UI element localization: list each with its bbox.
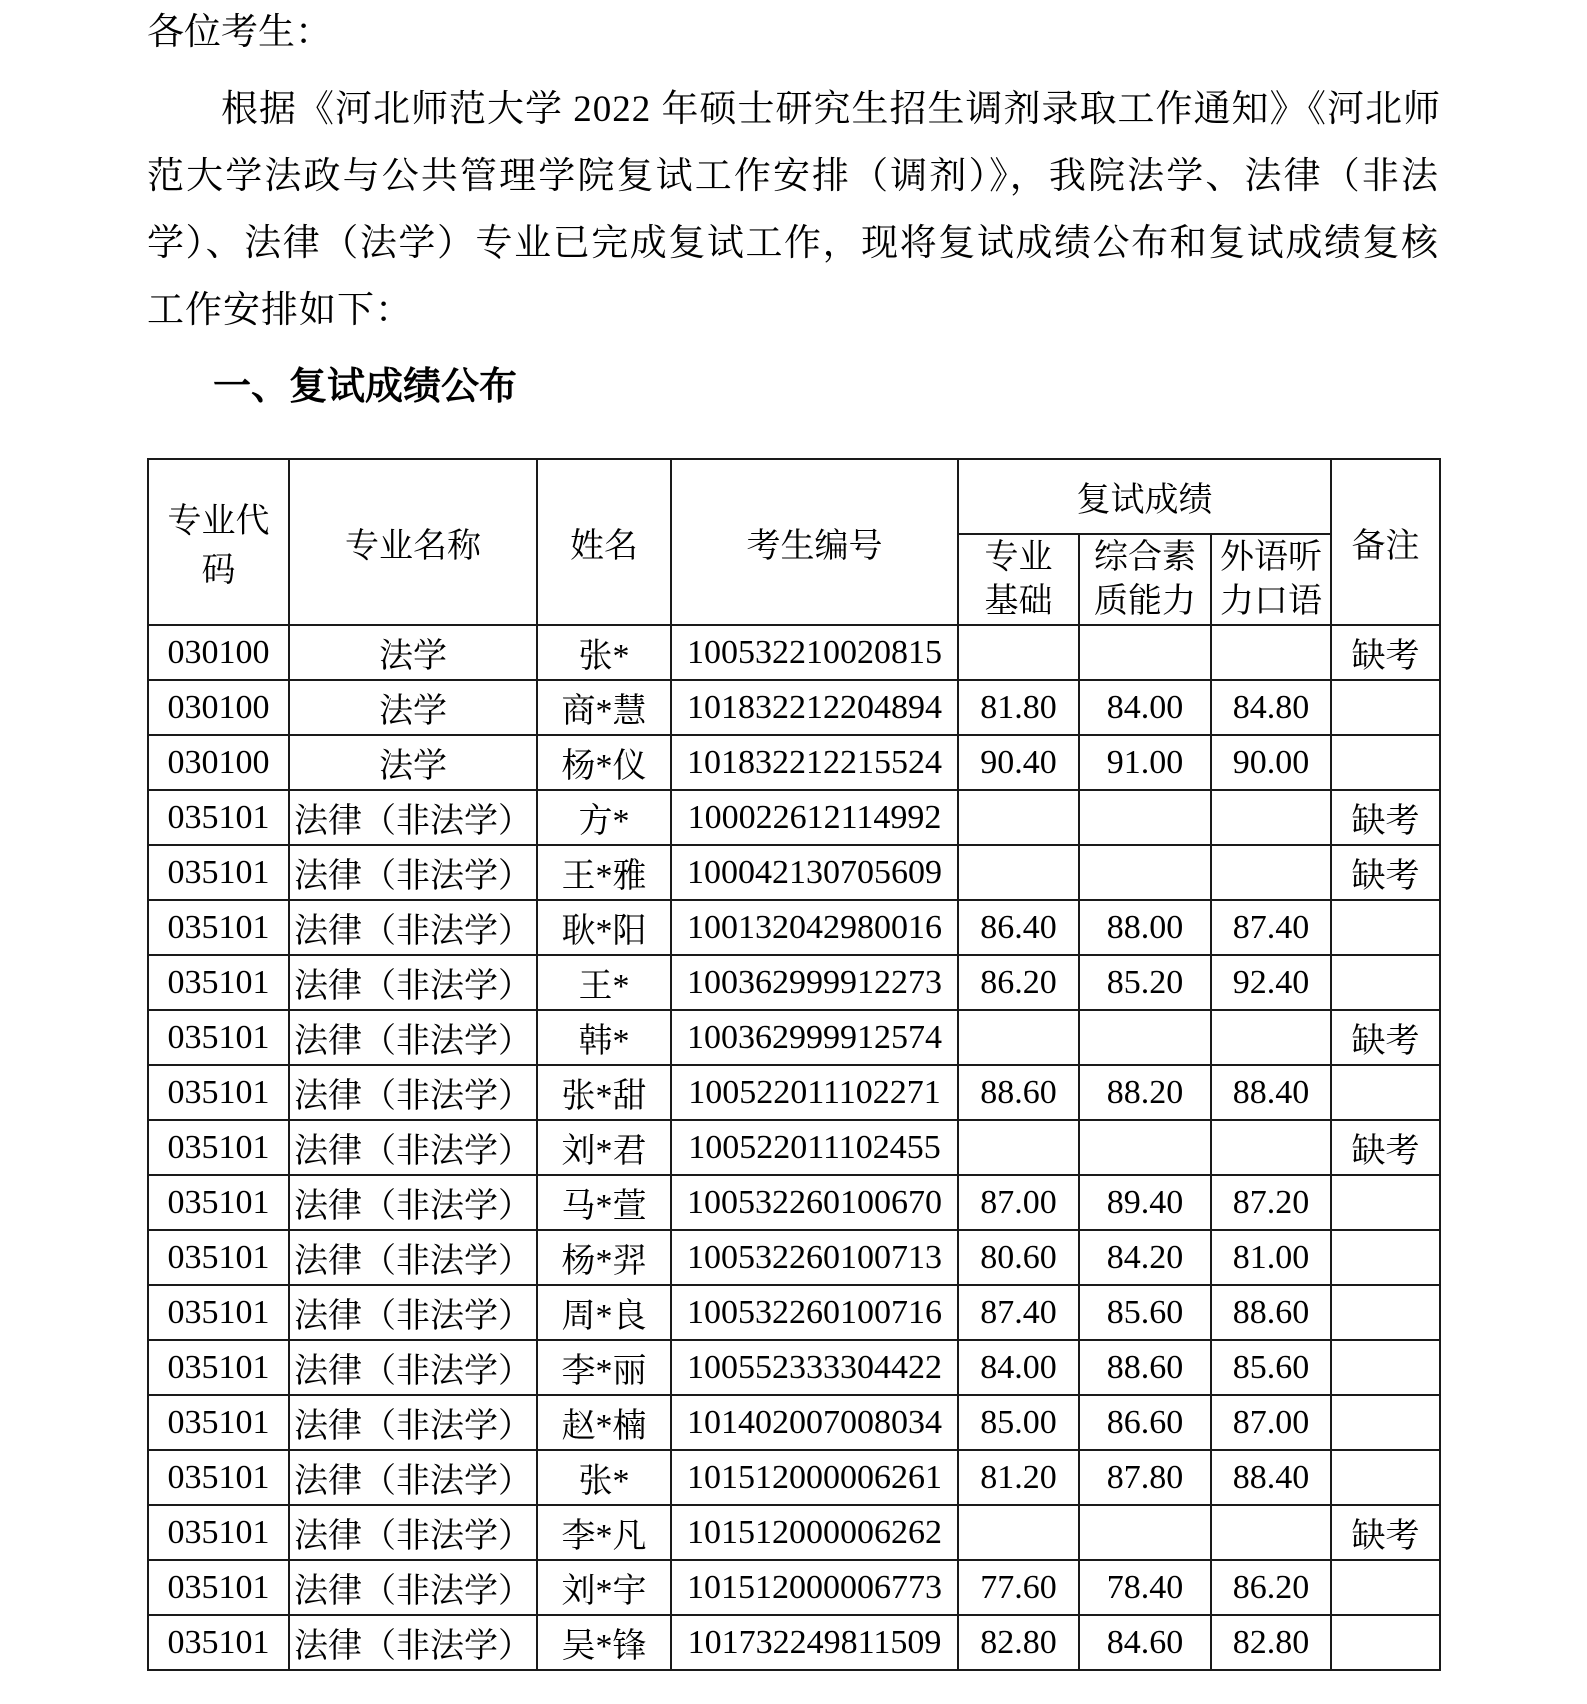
cell-name: 李*凡 xyxy=(537,1505,671,1560)
table-row xyxy=(148,1120,1440,1175)
cell-score-professional: 84.00 xyxy=(958,1340,1079,1395)
cell-remark: 缺考 xyxy=(1331,1120,1440,1175)
cell-major-name: 法律（非法学） xyxy=(289,1230,537,1285)
cell-major-code: 035101 xyxy=(148,1615,289,1670)
table-row xyxy=(148,1615,1440,1670)
cell-score-professional xyxy=(958,845,1079,900)
cell-remark xyxy=(1331,1285,1440,1340)
cell-score-professional: 80.60 xyxy=(958,1230,1079,1285)
cell-name: 方* xyxy=(537,790,671,845)
salutation: 各位考生： xyxy=(147,12,332,53)
cell-candidate-id: 100532260100716 xyxy=(671,1285,958,1340)
cell-major-code: 035101 xyxy=(148,1285,289,1340)
cell-remark: 缺考 xyxy=(1331,845,1440,900)
cell-remark xyxy=(1331,1340,1440,1395)
cell-remark xyxy=(1331,1395,1440,1450)
table-row xyxy=(148,1230,1440,1285)
cell-score-comprehensive xyxy=(1079,625,1211,680)
cell-name: 王*雅 xyxy=(537,845,671,900)
cell-major-name: 法律（非法学） xyxy=(289,1395,537,1450)
table-row xyxy=(148,1285,1440,1340)
col-header-score-foreign-language xyxy=(1211,534,1331,625)
cell-major-name: 法律（非法学） xyxy=(289,1505,537,1560)
cell-major-code: 035101 xyxy=(148,1450,289,1505)
cell-score-foreign-language: 88.40 xyxy=(1211,1450,1331,1505)
cell-major-code: 035101 xyxy=(148,1505,289,1560)
cell-score-comprehensive: 91.00 xyxy=(1079,735,1211,790)
cell-score-professional: 87.40 xyxy=(958,1285,1079,1340)
cell-remark: 缺考 xyxy=(1331,790,1440,845)
cell-candidate-id: 101832212204894 xyxy=(671,680,958,735)
results-table xyxy=(147,458,1441,1671)
cell-major-name: 法律（非法学） xyxy=(289,790,537,845)
cell-score-comprehensive: 86.60 xyxy=(1079,1395,1211,1450)
cell-major-name: 法学 xyxy=(289,625,537,680)
table-row xyxy=(148,790,1440,845)
cell-major-name: 法律（非法学） xyxy=(289,1010,537,1065)
cell-score-comprehensive: 84.00 xyxy=(1079,680,1211,735)
cell-score-foreign-language xyxy=(1211,845,1331,900)
cell-name: 刘*君 xyxy=(537,1120,671,1175)
cell-major-code: 035101 xyxy=(148,1120,289,1175)
cell-major-name: 法学 xyxy=(289,680,537,735)
cell-major-name: 法律（非法学） xyxy=(289,1615,537,1670)
cell-score-comprehensive xyxy=(1079,1505,1211,1560)
cell-name: 耿*阳 xyxy=(537,900,671,955)
cell-score-professional xyxy=(958,625,1079,680)
cell-major-code: 035101 xyxy=(148,1340,289,1395)
cell-candidate-id: 101512000006773 xyxy=(671,1560,958,1615)
cell-score-foreign-language xyxy=(1211,1120,1331,1175)
cell-remark: 缺考 xyxy=(1331,1010,1440,1065)
cell-remark xyxy=(1331,1450,1440,1505)
cell-major-code: 035101 xyxy=(148,1065,289,1120)
cell-major-code: 035101 xyxy=(148,900,289,955)
cell-candidate-id: 100522011102271 xyxy=(671,1065,958,1120)
cell-name: 吴*锋 xyxy=(537,1615,671,1670)
cell-remark xyxy=(1331,1065,1440,1120)
cell-score-professional xyxy=(958,1010,1079,1065)
cell-candidate-id: 100022612114992 xyxy=(671,790,958,845)
cell-remark xyxy=(1331,1560,1440,1615)
cell-remark xyxy=(1331,1230,1440,1285)
table-row xyxy=(148,1395,1440,1450)
col-header-score-professional xyxy=(958,534,1079,625)
cell-score-foreign-language: 87.00 xyxy=(1211,1395,1331,1450)
cell-score-comprehensive: 88.20 xyxy=(1079,1065,1211,1120)
cell-score-foreign-language: 81.00 xyxy=(1211,1230,1331,1285)
cell-candidate-id: 100522011102455 xyxy=(671,1120,958,1175)
cell-score-comprehensive: 84.60 xyxy=(1079,1615,1211,1670)
cell-candidate-id: 100362999912273 xyxy=(671,955,958,1010)
cell-score-comprehensive xyxy=(1079,845,1211,900)
cell-major-code: 035101 xyxy=(148,845,289,900)
col-header-score-comprehensive xyxy=(1079,534,1211,625)
cell-remark xyxy=(1331,900,1440,955)
col-header-major-code: 专业代码 xyxy=(148,459,289,625)
cell-candidate-id: 101512000006262 xyxy=(671,1505,958,1560)
cell-candidate-id: 100532210020815 xyxy=(671,625,958,680)
cell-score-professional: 87.00 xyxy=(958,1175,1079,1230)
cell-score-comprehensive: 85.20 xyxy=(1079,955,1211,1010)
cell-major-name: 法律（非法学） xyxy=(289,1560,537,1615)
cell-name: 杨*仪 xyxy=(537,735,671,790)
cell-major-code: 035101 xyxy=(148,790,289,845)
notice-paragraph xyxy=(147,76,1439,344)
cell-name: 张* xyxy=(537,1450,671,1505)
cell-score-professional xyxy=(958,1505,1079,1560)
cell-name: 赵*楠 xyxy=(537,1395,671,1450)
cell-candidate-id: 101512000006261 xyxy=(671,1450,958,1505)
cell-name: 商*慧 xyxy=(537,680,671,735)
cell-score-professional: 88.60 xyxy=(958,1065,1079,1120)
cell-remark: 缺考 xyxy=(1331,625,1440,680)
cell-score-foreign-language: 88.40 xyxy=(1211,1065,1331,1120)
section-heading: 一、复试成绩公布 xyxy=(213,366,518,408)
paragraph-line: 工作安排如下： xyxy=(147,290,413,331)
cell-score-foreign-language: 85.60 xyxy=(1211,1340,1331,1395)
cell-score-professional: 77.60 xyxy=(958,1560,1079,1615)
cell-score-foreign-language xyxy=(1211,790,1331,845)
table-row xyxy=(148,680,1440,735)
cell-name: 杨*羿 xyxy=(537,1230,671,1285)
cell-major-code: 035101 xyxy=(148,1010,289,1065)
cell-name: 刘*宇 xyxy=(537,1560,671,1615)
cell-major-name: 法律（非法学） xyxy=(289,900,537,955)
cell-candidate-id: 100042130705609 xyxy=(671,845,958,900)
cell-score-foreign-language: 88.60 xyxy=(1211,1285,1331,1340)
cell-candidate-id: 100552333304422 xyxy=(671,1340,958,1395)
cell-major-code: 030100 xyxy=(148,625,289,680)
cell-major-code: 030100 xyxy=(148,735,289,790)
cell-name: 韩* xyxy=(537,1010,671,1065)
col-header-score-foreign-language-label: 外语听力口语 xyxy=(1220,538,1322,620)
cell-major-name: 法律（非法学） xyxy=(289,1065,537,1120)
cell-score-comprehensive: 84.20 xyxy=(1079,1230,1211,1285)
col-header-score-professional-label: 专业基础 xyxy=(984,538,1053,620)
cell-major-code: 035101 xyxy=(148,1560,289,1615)
cell-name: 周*良 xyxy=(537,1285,671,1340)
cell-score-professional: 81.80 xyxy=(958,680,1079,735)
cell-score-professional: 90.40 xyxy=(958,735,1079,790)
cell-major-name: 法律（非法学） xyxy=(289,1340,537,1395)
paragraph-line: 根据《河北师范大学 2022 年硕士研究生招生调剂录取工作通知》《河北师 xyxy=(221,89,1441,130)
cell-score-comprehensive xyxy=(1079,790,1211,845)
cell-remark xyxy=(1331,1615,1440,1670)
cell-score-professional: 82.80 xyxy=(958,1615,1079,1670)
cell-score-comprehensive: 87.80 xyxy=(1079,1450,1211,1505)
paragraph-line: 学）、法律（法学）专业已完成复试工作，现将复试成绩公布和复试成绩复核 xyxy=(147,223,1439,264)
cell-remark: 缺考 xyxy=(1331,1505,1440,1560)
cell-candidate-id: 100532260100713 xyxy=(671,1230,958,1285)
cell-name: 李*丽 xyxy=(537,1340,671,1395)
cell-score-comprehensive: 88.60 xyxy=(1079,1340,1211,1395)
col-header-major-name: 专业名称 xyxy=(289,459,537,625)
col-header-score-comprehensive-label: 综合素质能力 xyxy=(1093,538,1196,620)
cell-candidate-id: 101402007008034 xyxy=(671,1395,958,1450)
cell-name: 王* xyxy=(537,955,671,1010)
col-header-score-group: 复试成绩 xyxy=(958,459,1331,534)
cell-score-comprehensive: 78.40 xyxy=(1079,1560,1211,1615)
cell-score-foreign-language xyxy=(1211,625,1331,680)
cell-major-name: 法律（非法学） xyxy=(289,1175,537,1230)
table-row xyxy=(148,900,1440,955)
cell-name: 张* xyxy=(537,625,671,680)
cell-score-professional: 86.20 xyxy=(958,955,1079,1010)
col-header-name: 姓名 xyxy=(537,459,671,625)
cell-score-foreign-language: 82.80 xyxy=(1211,1615,1331,1670)
cell-major-code: 035101 xyxy=(148,1175,289,1230)
header-row-top xyxy=(148,459,1440,534)
table-row xyxy=(148,735,1440,790)
cell-name: 张*甜 xyxy=(537,1065,671,1120)
table-row xyxy=(148,1175,1440,1230)
cell-score-foreign-language: 86.20 xyxy=(1211,1560,1331,1615)
cell-score-foreign-language: 92.40 xyxy=(1211,955,1331,1010)
cell-remark xyxy=(1331,735,1440,790)
cell-score-professional: 81.20 xyxy=(958,1450,1079,1505)
cell-score-professional: 85.00 xyxy=(958,1395,1079,1450)
cell-major-name: 法学 xyxy=(289,735,537,790)
cell-remark xyxy=(1331,955,1440,1010)
cell-score-foreign-language xyxy=(1211,1505,1331,1560)
cell-score-comprehensive xyxy=(1079,1010,1211,1065)
cell-score-foreign-language: 87.40 xyxy=(1211,900,1331,955)
col-header-candidate-id: 考生编号 xyxy=(671,459,958,625)
table-row xyxy=(148,1505,1440,1560)
cell-candidate-id: 100532260100670 xyxy=(671,1175,958,1230)
cell-major-name: 法律（非法学） xyxy=(289,845,537,900)
cell-major-code: 035101 xyxy=(148,1230,289,1285)
cell-score-foreign-language: 87.20 xyxy=(1211,1175,1331,1230)
cell-score-comprehensive: 89.40 xyxy=(1079,1175,1211,1230)
cell-score-foreign-language: 90.00 xyxy=(1211,735,1331,790)
cell-score-comprehensive: 88.00 xyxy=(1079,900,1211,955)
table-row xyxy=(148,1450,1440,1505)
table-row xyxy=(148,1010,1440,1065)
cell-major-code: 030100 xyxy=(148,680,289,735)
paragraph-line: 范大学法政与公共管理学院复试工作安排（调剂）》，我院法学、法律（非法 xyxy=(147,156,1439,197)
cell-score-professional xyxy=(958,790,1079,845)
cell-score-comprehensive: 85.60 xyxy=(1079,1285,1211,1340)
cell-score-comprehensive xyxy=(1079,1120,1211,1175)
results-table-header xyxy=(148,459,1440,625)
cell-remark xyxy=(1331,1175,1440,1230)
cell-candidate-id: 101832212215524 xyxy=(671,735,958,790)
table-row xyxy=(148,1560,1440,1615)
cell-candidate-id: 100132042980016 xyxy=(671,900,958,955)
cell-score-professional: 86.40 xyxy=(958,900,1079,955)
table-row xyxy=(148,1340,1440,1395)
cell-major-name: 法律（非法学） xyxy=(289,1285,537,1340)
cell-score-foreign-language: 84.80 xyxy=(1211,680,1331,735)
results-table-body xyxy=(148,625,1440,1670)
cell-remark xyxy=(1331,680,1440,735)
col-header-remark: 备注 xyxy=(1331,459,1440,625)
cell-name: 马*萱 xyxy=(537,1175,671,1230)
table-row xyxy=(148,955,1440,1010)
cell-major-name: 法律（非法学） xyxy=(289,1120,537,1175)
cell-candidate-id: 100362999912574 xyxy=(671,1010,958,1065)
cell-major-code: 035101 xyxy=(148,955,289,1010)
table-row xyxy=(148,625,1440,680)
table-row xyxy=(148,1065,1440,1120)
cell-candidate-id: 101732249811509 xyxy=(671,1615,958,1670)
cell-major-name: 法律（非法学） xyxy=(289,955,537,1010)
cell-major-code: 035101 xyxy=(148,1395,289,1450)
cell-major-name: 法律（非法学） xyxy=(289,1450,537,1505)
cell-score-foreign-language xyxy=(1211,1010,1331,1065)
cell-score-professional xyxy=(958,1120,1079,1175)
table-row xyxy=(148,845,1440,900)
